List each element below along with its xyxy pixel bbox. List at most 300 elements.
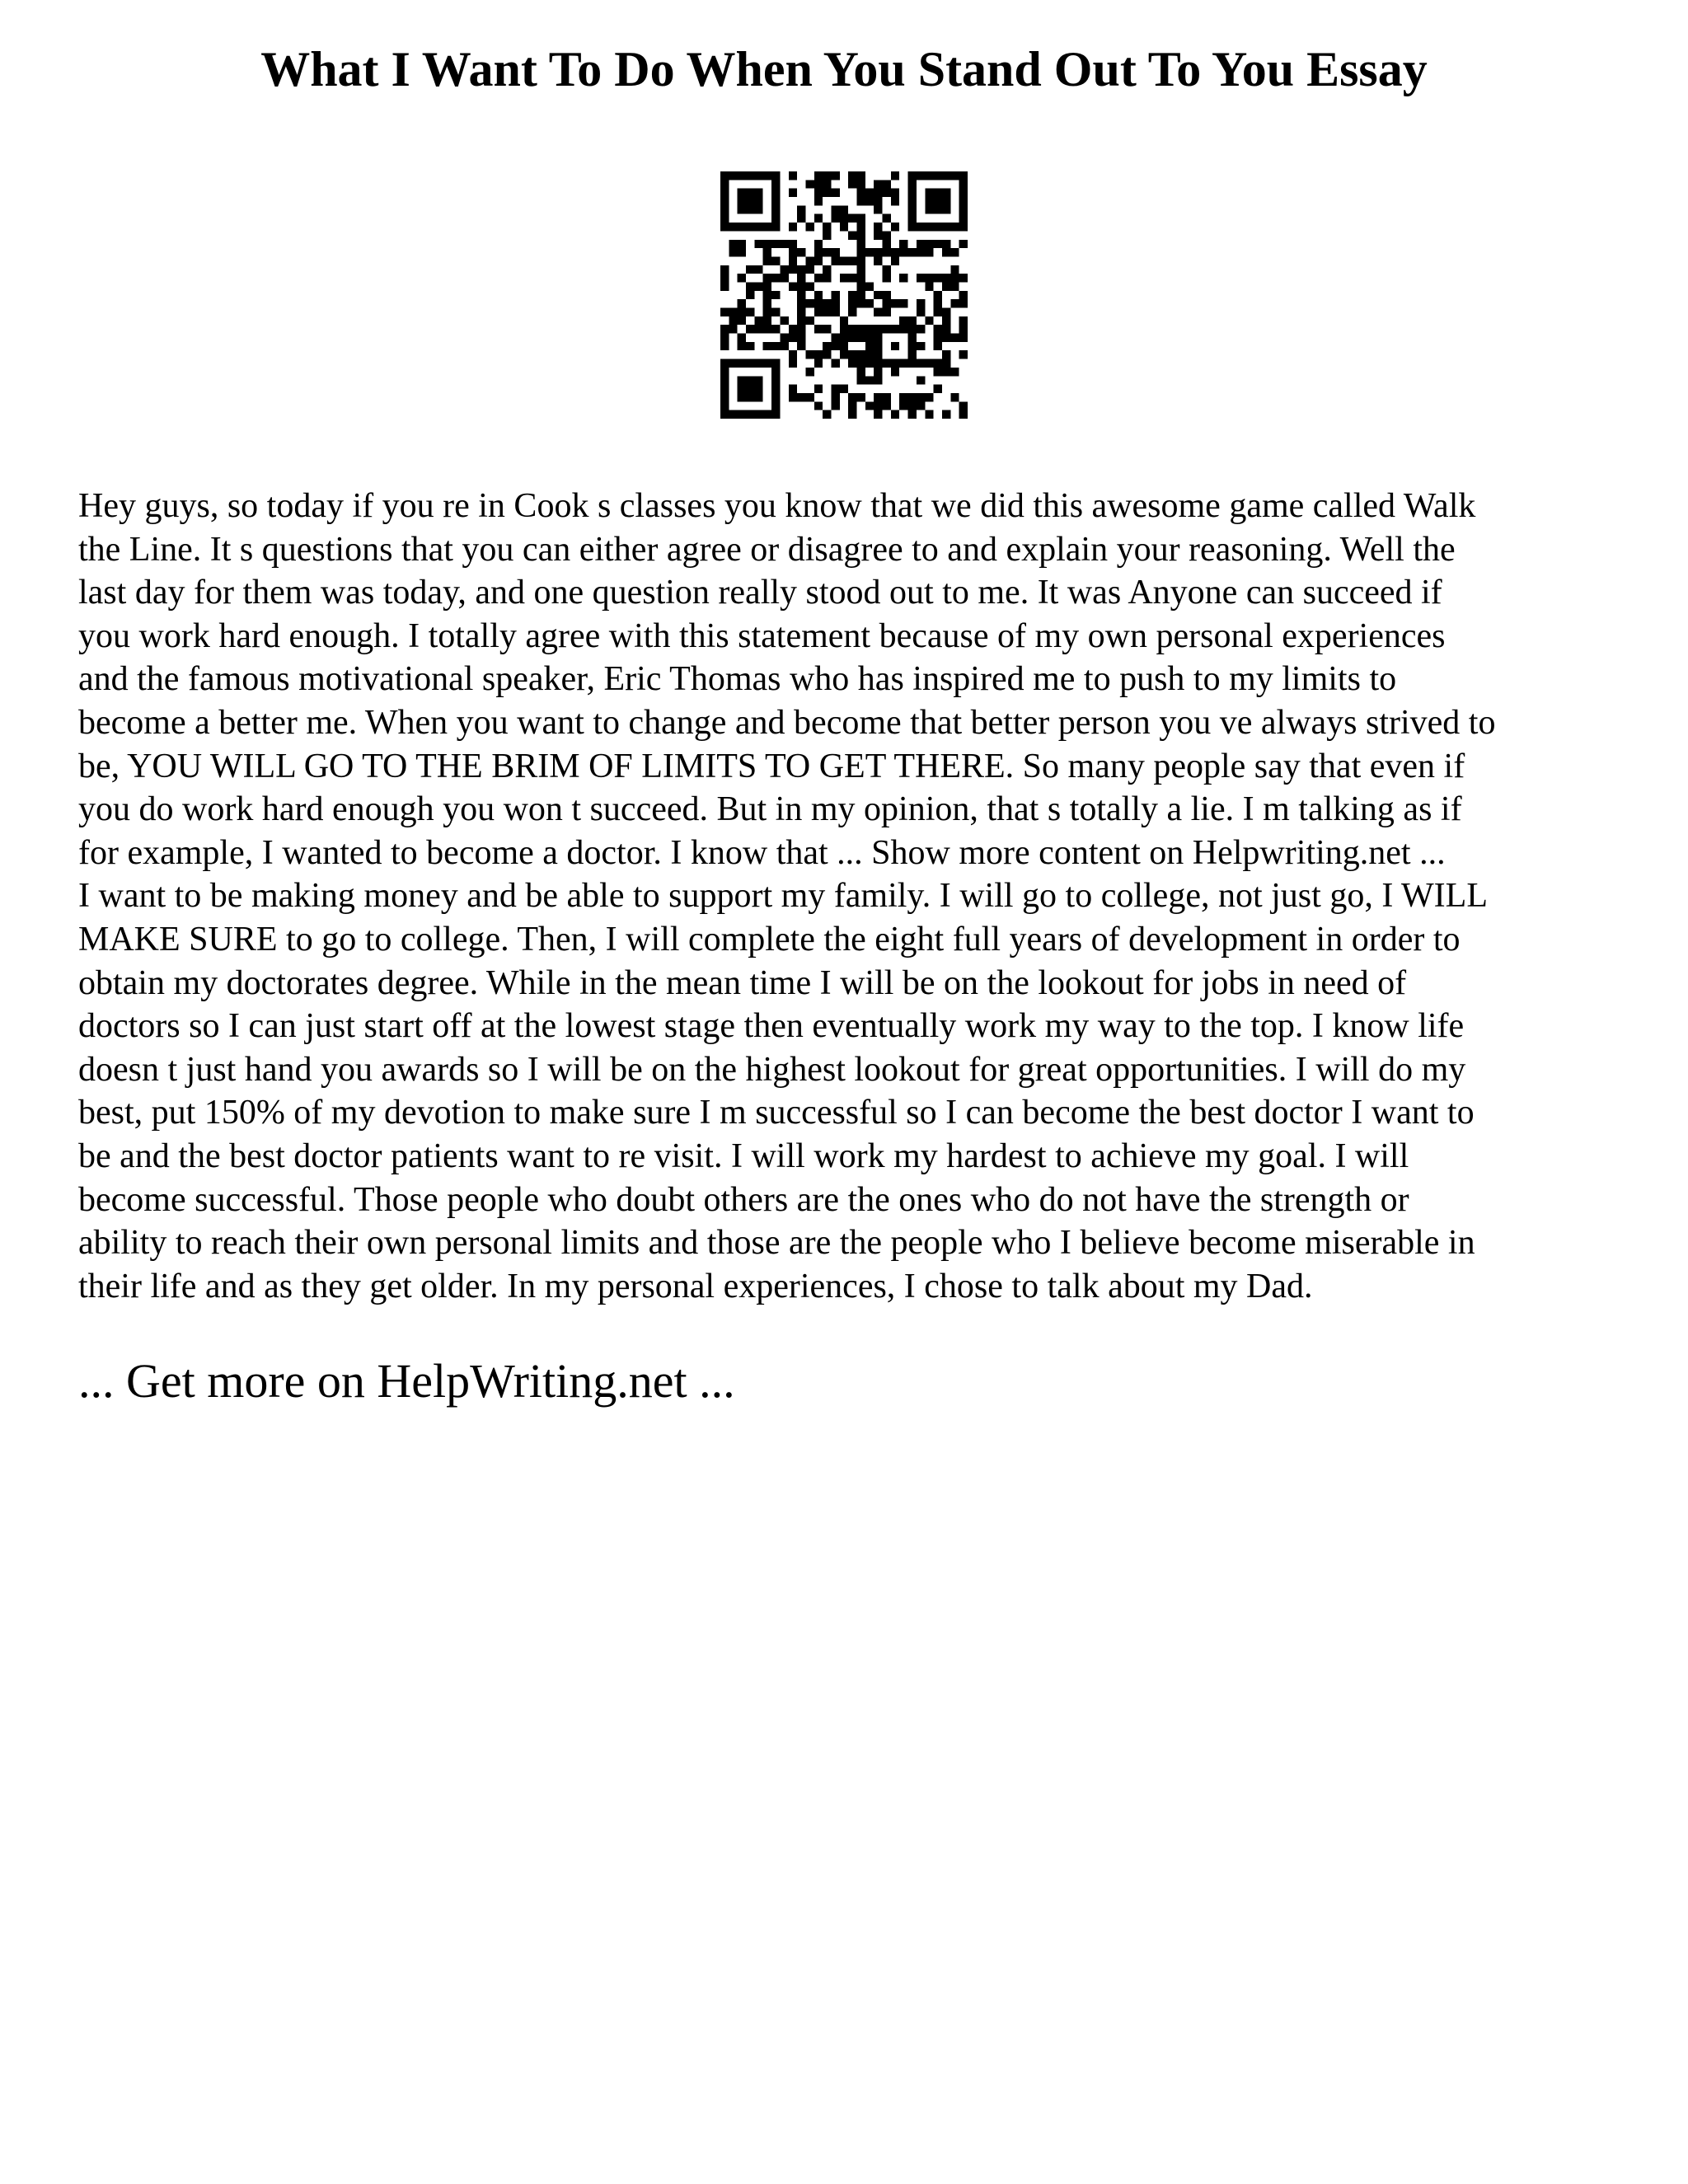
qr-module <box>814 350 823 359</box>
qr-module <box>789 350 797 359</box>
qr-module <box>805 316 814 325</box>
qr-module <box>950 223 959 231</box>
qr-module <box>789 393 797 401</box>
qr-module <box>789 223 797 231</box>
qr-module <box>934 171 942 180</box>
qr-module <box>848 256 856 265</box>
qr-module <box>848 180 856 188</box>
qr-module <box>899 393 907 401</box>
qr-module <box>763 248 771 256</box>
qr-module <box>771 385 780 393</box>
qr-module <box>840 325 848 333</box>
qr-module <box>848 393 856 401</box>
qr-module <box>950 265 959 274</box>
qr-module <box>763 325 771 333</box>
qr-module <box>950 368 959 376</box>
qr-module <box>754 223 762 231</box>
qr-module <box>763 223 771 231</box>
qr-module <box>959 223 968 231</box>
qr-module <box>746 205 754 213</box>
qr-module <box>746 171 754 180</box>
qr-module <box>789 385 797 393</box>
essay-line: become successful. Those people who doubt others are the ones who do not have the strength or <box>78 1180 1409 1219</box>
qr-module <box>720 368 729 376</box>
essay-line: their life and as they get older. In my personal experiences, I chose to talk about my Dad. <box>78 1267 1313 1305</box>
qr-module <box>797 393 805 401</box>
qr-module <box>754 325 762 333</box>
qr-module <box>738 316 746 325</box>
qr-module <box>899 248 907 256</box>
qr-module <box>917 299 925 307</box>
qr-module <box>874 231 882 239</box>
qr-module <box>805 282 814 290</box>
qr-module <box>754 410 762 419</box>
qr-module <box>754 171 762 180</box>
qr-module <box>934 274 942 282</box>
essay-line: and the famous motivational speaker, Eric Thomas who has inspired me to push to my limits to <box>78 660 1397 699</box>
qr-module <box>840 350 848 359</box>
qr-module <box>917 240 925 248</box>
qr-module <box>934 342 942 350</box>
qr-module <box>874 334 882 342</box>
qr-module <box>891 299 899 307</box>
qr-module <box>789 240 797 248</box>
qr-module <box>789 171 797 180</box>
qr-module <box>738 240 746 248</box>
qr-module <box>771 214 780 223</box>
qr-module <box>823 180 831 188</box>
qr-module <box>746 393 754 401</box>
qr-module <box>899 316 907 325</box>
qr-module <box>746 265 754 274</box>
qr-module <box>857 171 865 180</box>
qr-module <box>883 274 891 282</box>
qr-module <box>771 401 780 410</box>
qr-module <box>729 316 737 325</box>
qr-module <box>720 171 729 180</box>
qr-module <box>857 180 865 188</box>
qr-module <box>917 325 925 333</box>
qr-module <box>848 334 856 342</box>
qr-module <box>738 308 746 316</box>
qr-module <box>891 325 899 333</box>
qr-module <box>925 393 933 401</box>
essay-line: Hey guys, so today if you re in Cook s classes you know that we did this awesome game called Walk <box>78 487 1476 525</box>
qr-module <box>763 410 771 419</box>
qr-module <box>874 291 882 299</box>
qr-module <box>823 325 831 333</box>
qr-module <box>840 223 848 231</box>
qr-module <box>780 240 788 248</box>
qr-module <box>848 308 856 316</box>
qr-module <box>942 248 950 256</box>
qr-module <box>814 291 823 299</box>
qr-module <box>754 205 762 213</box>
qr-module <box>754 197 762 205</box>
qr-module <box>883 265 891 274</box>
qr-module <box>942 350 950 359</box>
qr-module <box>814 240 823 248</box>
qr-module <box>763 171 771 180</box>
qr-module <box>771 393 780 401</box>
qr-module <box>908 325 917 333</box>
qr-module <box>917 401 925 410</box>
qr-module <box>780 274 788 282</box>
qr-module <box>814 197 823 205</box>
qr-module <box>908 180 917 188</box>
qr-module <box>771 240 780 248</box>
qr-module <box>891 256 899 265</box>
qr-module <box>831 256 839 265</box>
qr-module <box>797 248 805 256</box>
qr-module <box>805 393 814 401</box>
qr-module <box>831 385 839 393</box>
qr-module <box>950 248 959 256</box>
qr-module <box>746 385 754 393</box>
qr-module <box>891 359 899 368</box>
essay-line: be, YOU WILL GO TO THE BRIM OF LIMITS TO GET THERE. So many people say that even if <box>78 747 1465 785</box>
qr-module <box>729 308 737 316</box>
qr-module <box>771 368 780 376</box>
qr-module <box>720 205 729 213</box>
qr-module <box>857 291 865 299</box>
qr-module <box>763 316 771 325</box>
qr-module <box>823 189 831 197</box>
qr-module <box>899 299 907 307</box>
qr-module <box>738 223 746 231</box>
qr-module <box>831 205 839 213</box>
qr-module <box>857 240 865 248</box>
qr-module <box>738 393 746 401</box>
qr-module <box>848 410 856 419</box>
qr-module <box>805 299 814 307</box>
qr-module <box>771 274 780 282</box>
qr-module <box>917 308 925 316</box>
qr-module <box>840 316 848 325</box>
qr-module <box>874 308 882 316</box>
qr-module <box>771 223 780 231</box>
qr-module <box>823 308 831 316</box>
qr-module <box>908 359 917 368</box>
qr-module <box>823 248 831 256</box>
qr-module <box>959 299 968 307</box>
qr-module <box>959 214 968 223</box>
qr-module <box>738 299 746 307</box>
qr-module <box>908 171 917 180</box>
essay-line: doesn t just hand you awards so I will be on the highest lookout for great opportunities. I will do my <box>78 1050 1466 1089</box>
qr-module <box>848 325 856 333</box>
qr-module <box>934 291 942 299</box>
qr-module <box>908 197 917 205</box>
qr-module <box>950 393 959 401</box>
qr-module <box>959 180 968 188</box>
qr-module <box>754 376 762 384</box>
qr-module <box>908 214 917 223</box>
qr-module <box>814 385 823 393</box>
qr-module <box>857 248 865 256</box>
qr-module <box>840 256 848 265</box>
qr-module <box>908 401 917 410</box>
qr-module <box>848 171 856 180</box>
qr-code-icon <box>720 171 968 419</box>
qr-module <box>763 282 771 290</box>
essay-line: the Line. It s questions that you can either agree or disagree to and explain your reasoning. Well the <box>78 530 1456 569</box>
qr-module <box>814 214 823 223</box>
qr-module <box>883 189 891 197</box>
essay-line: last day for them was today, and one question really stood out to me. It was Anyone can succeed if <box>78 574 1442 612</box>
essay-line: doctors so I can just start off at the lowest stage then eventually work my way to the top. I know life <box>78 1007 1465 1046</box>
qr-module <box>729 171 737 180</box>
qr-module <box>942 368 950 376</box>
qr-module <box>934 223 942 231</box>
qr-module <box>857 231 865 239</box>
qr-module <box>789 325 797 333</box>
qr-module <box>720 334 729 342</box>
qr-module <box>771 256 780 265</box>
qr-module <box>925 189 933 197</box>
qr-module <box>754 282 762 290</box>
qr-module <box>746 189 754 197</box>
qr-module <box>738 342 746 350</box>
qr-module <box>942 308 950 316</box>
qr-module <box>746 223 754 231</box>
qr-module <box>754 240 762 248</box>
qr-module <box>934 240 942 248</box>
qr-module <box>738 385 746 393</box>
qr-module <box>848 231 856 239</box>
qr-module <box>754 359 762 368</box>
qr-module <box>814 359 823 368</box>
qr-module <box>874 376 882 384</box>
qr-module <box>942 316 950 325</box>
qr-module <box>874 205 882 213</box>
qr-module <box>959 350 968 359</box>
qr-module <box>934 299 942 307</box>
qr-module <box>891 342 899 350</box>
essay-line: be and the best doctor patients want to re visit. I will work my hardest to achieve my goal. I will <box>78 1137 1409 1175</box>
qr-module <box>789 256 797 265</box>
qr-module <box>908 393 917 401</box>
qr-module <box>848 274 856 282</box>
qr-module <box>848 350 856 359</box>
qr-module <box>959 316 968 325</box>
qr-module <box>942 410 950 419</box>
qr-module <box>865 282 874 290</box>
qr-module <box>746 282 754 290</box>
qr-module <box>925 282 933 290</box>
qr-module <box>959 171 968 180</box>
qr-module <box>942 189 950 197</box>
qr-module <box>738 410 746 419</box>
qr-module <box>950 334 959 342</box>
qr-module <box>908 248 917 256</box>
qr-module <box>729 410 737 419</box>
qr-module <box>797 342 805 350</box>
qr-module <box>874 410 882 419</box>
qr-module <box>874 393 882 401</box>
qr-module <box>823 342 831 350</box>
qr-module <box>917 171 925 180</box>
qr-module <box>883 401 891 410</box>
qr-module <box>720 325 729 333</box>
qr-module <box>754 393 762 401</box>
qr-module <box>823 299 831 307</box>
qr-module <box>934 368 942 376</box>
qr-module <box>831 299 839 307</box>
qr-module <box>754 265 762 274</box>
qr-module <box>771 189 780 197</box>
qr-module <box>771 308 780 316</box>
qr-module <box>805 368 814 376</box>
qr-module <box>865 299 874 307</box>
qr-module <box>874 223 882 231</box>
qr-module <box>738 248 746 256</box>
qr-module <box>865 350 874 359</box>
essay-line: obtain my doctorates degree. While in the mean time I will be on the lookout for jobs in need of <box>78 963 1407 1002</box>
qr-module <box>865 325 874 333</box>
qr-module <box>814 180 823 188</box>
qr-module <box>720 308 729 316</box>
qr-module <box>917 376 925 384</box>
qr-module <box>720 342 729 350</box>
qr-module <box>891 410 899 419</box>
qr-module <box>925 359 933 368</box>
qr-module <box>934 197 942 205</box>
qr-module <box>814 256 823 265</box>
qr-module <box>899 401 907 410</box>
qr-module <box>891 189 899 197</box>
qr-module <box>771 291 780 299</box>
qr-module <box>771 410 780 419</box>
qr-module <box>942 205 950 213</box>
qr-module <box>908 410 917 419</box>
qr-module <box>805 223 814 231</box>
qr-module <box>908 223 917 231</box>
qr-module <box>771 325 780 333</box>
qr-module <box>874 401 882 410</box>
qr-module <box>917 359 925 368</box>
qr-module <box>805 180 814 188</box>
qr-module <box>874 248 882 256</box>
essay-line: best, put 150% of my devotion to make sure I m successful so I can become the best doctor I want to <box>78 1094 1475 1132</box>
qr-module <box>720 197 729 205</box>
qr-module <box>917 342 925 350</box>
qr-module <box>738 197 746 205</box>
qr-module <box>771 197 780 205</box>
qr-module <box>746 342 754 350</box>
qr-module <box>959 205 968 213</box>
qr-module <box>865 342 874 350</box>
qr-module <box>899 274 907 282</box>
qr-module <box>831 171 839 180</box>
qr-module <box>848 299 856 307</box>
qr-module <box>805 350 814 359</box>
qr-module <box>959 325 968 333</box>
qr-module <box>840 334 848 342</box>
qr-module <box>823 350 831 359</box>
qr-module <box>874 342 882 350</box>
qr-module <box>729 359 737 368</box>
qr-module <box>780 265 788 274</box>
qr-module <box>831 189 839 197</box>
qr-module <box>959 401 968 410</box>
qr-module <box>848 401 856 410</box>
qr-module <box>763 256 771 265</box>
qr-module <box>925 197 933 205</box>
qr-module <box>840 274 848 282</box>
essay-line: ability to reach their own personal limits and those are the people who I believe become miserable in <box>78 1224 1475 1263</box>
qr-module <box>908 334 917 342</box>
page-title: What I Want To Do When You Stand Out To You Essay <box>260 42 1428 96</box>
qr-module <box>891 368 899 376</box>
qr-module <box>874 197 882 205</box>
qr-module <box>848 214 856 223</box>
qr-module <box>959 410 968 419</box>
qr-module <box>814 325 823 333</box>
qr-module <box>925 223 933 231</box>
qr-module <box>797 334 805 342</box>
qr-module <box>908 350 917 359</box>
qr-code <box>720 171 968 419</box>
qr-module <box>942 197 950 205</box>
qr-module <box>738 376 746 384</box>
qr-module <box>883 180 891 188</box>
qr-module <box>959 274 968 282</box>
qr-module <box>729 325 737 333</box>
qr-module <box>908 189 917 197</box>
qr-module <box>831 393 839 401</box>
qr-module <box>720 189 729 197</box>
qr-module <box>738 205 746 213</box>
qr-module <box>814 401 823 410</box>
qr-module <box>857 350 865 359</box>
get-more-link[interactable]: ... Get more on HelpWriting.net ... <box>78 1354 735 1408</box>
qr-module <box>857 214 865 223</box>
qr-module <box>942 359 950 368</box>
qr-module <box>823 223 831 231</box>
qr-module <box>883 325 891 333</box>
qr-module <box>959 197 968 205</box>
qr-module <box>823 274 831 282</box>
essay-line: you work hard enough. I totally agree with this statement because of my own personal experiences <box>78 616 1446 655</box>
qr-module <box>942 223 950 231</box>
qr-module <box>720 393 729 401</box>
qr-module <box>771 205 780 213</box>
qr-module <box>771 342 780 350</box>
qr-module <box>746 308 754 316</box>
qr-module <box>874 180 882 188</box>
qr-module <box>771 376 780 384</box>
qr-module <box>738 334 746 342</box>
qr-module <box>720 385 729 393</box>
qr-module <box>874 368 882 376</box>
qr-module <box>857 376 865 384</box>
qr-module <box>729 240 737 248</box>
qr-module <box>857 223 865 231</box>
qr-module <box>720 376 729 384</box>
qr-module <box>865 334 874 342</box>
qr-module <box>763 291 771 299</box>
qr-module <box>917 274 925 282</box>
qr-module <box>763 299 771 307</box>
qr-module <box>738 189 746 197</box>
qr-module <box>797 316 805 325</box>
qr-module <box>857 299 865 307</box>
qr-module <box>720 214 729 223</box>
qr-module <box>746 325 754 333</box>
qr-module <box>738 274 746 282</box>
qr-module <box>814 308 823 316</box>
